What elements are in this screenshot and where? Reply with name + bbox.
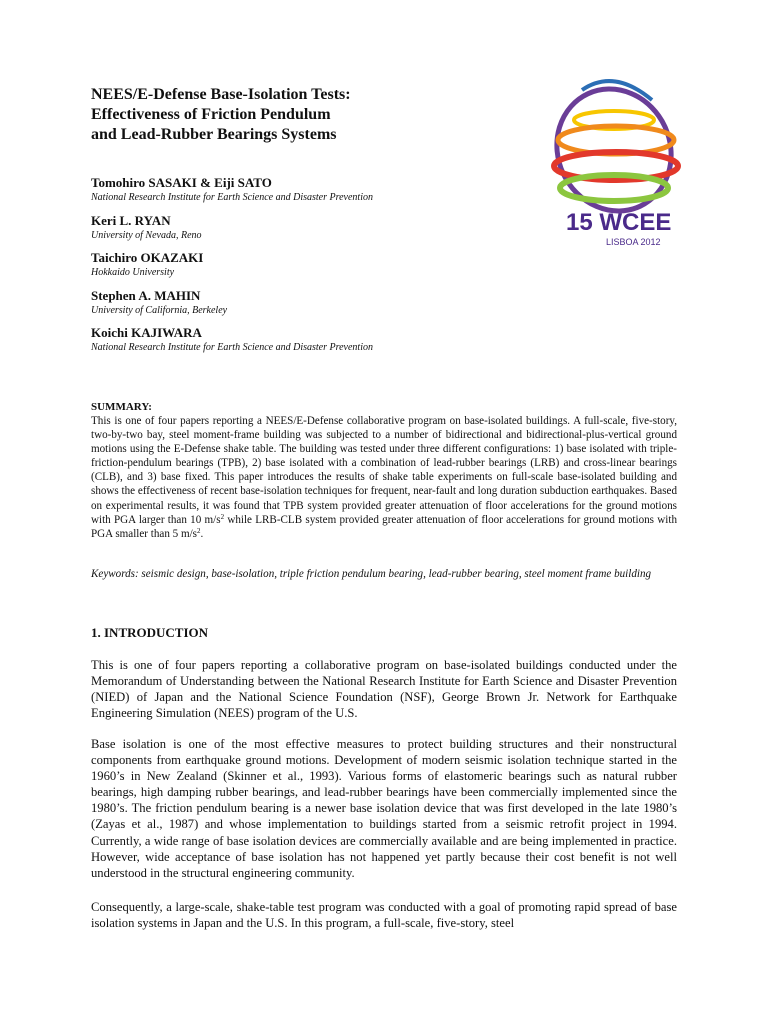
summary-text	[91, 414, 677, 541]
title-line-3: and Lead-Rubber Bearings Systems	[91, 126, 337, 143]
author-name: Taichiro OKAZAKI	[91, 250, 204, 266]
author-list	[91, 175, 511, 363]
superscript: 2	[220, 512, 225, 521]
summary-section	[91, 400, 677, 541]
logo-text: 15 WCEE	[566, 209, 672, 236]
author-name: Stephen A. MAHIN	[91, 287, 201, 303]
paper-title	[91, 85, 491, 145]
logo-subtext: LISBOA 2012	[606, 237, 661, 247]
author-affiliation: University of Nevada, Reno	[91, 229, 202, 241]
author-affiliation: National Research Institute for Earth Science and Disaster Prevention	[91, 192, 373, 203]
summary-text-end: .	[200, 527, 204, 540]
body-paragraph: This is one of four papers reporting a collaborative program on base-isolated buildings conducted under the Memorandum of Understanding between the National Research Institute for Earth Science and Disaster Prevention (NIED) of Japan and the National Science Foundation (NSF), George Brown Jr. Network for Earthquake Engineering Simulation (NEES) program of the U.S.	[91, 658, 677, 721]
author-name: Koichi KAJIWARA	[91, 325, 202, 341]
title-line-1: NEES/E-Defense Base-Isolation Tests:	[91, 86, 351, 103]
author-block	[91, 288, 511, 317]
author-block	[91, 250, 511, 279]
body-paragraph: Consequently, a large-scale, shake-table test program was conducted with a goal of promoting rapid spread of base isolation systems in Japan and the U.S. In this program, a full-scale, five-story, steel	[91, 900, 677, 931]
section-heading: 1. INTRODUCTION	[91, 625, 209, 640]
conference-logo	[542, 70, 692, 255]
author-block	[91, 175, 511, 204]
summary-text-part-1: This is one of four papers reporting a NEES/E-Defense collaborative program on base-isolated buildings. A full-scale, five-story, two-by-two bay, steel moment-frame building was subjected to a number of bidirectional and bidirectional-plus-vertical ground motions using the E-Defense shake table. The building was tested under three different configurations: 1) base isolated with triple-friction-pendulum bearings (TPB), 2) base isolated with a combination of lead-rubber bearings (LRB) and cross-linear bearings (CLB), and 3) base fixed. This paper introduces the results of shake table experiments on full-scale base-isolated building and shows the effectiveness of recent base-isolation techniques for frequent, near-fault and long duration subduction earthquakes. Based on experimental results, it was found that TPB system provided greater attenuation of floor accelerations for the ground motions with PGA larger than 10 m/s	[91, 415, 677, 526]
summary-text-part-2: while LRB-CLB system provided greater attenuation of floor accelerations for ground motions with PGA smaller than 5 m/s	[91, 513, 677, 540]
keywords: Keywords: seismic design, base-isolation, triple friction pendulum bearing, lead-rubber bearing, steel moment frame building	[91, 568, 652, 580]
summary-heading: SUMMARY:	[91, 401, 152, 413]
superscript: 2	[197, 526, 201, 535]
author-affiliation: Hokkaido University	[91, 267, 175, 279]
author-affiliation: National Research Institute for Earth Science and Disaster Prevention	[91, 342, 373, 354]
author-block	[91, 213, 511, 242]
author-affiliation: University of California, Berkeley	[91, 304, 228, 316]
author-block	[91, 325, 511, 354]
wcee-globe-icon	[542, 70, 692, 255]
body-paragraph: Base isolation is one of the most effective measures to protect building structures and their nonstructural components from earthquake ground motions. Development of modern seismic isolation technique started in the 1960’s in New Zealand (Skinner et al., 1993). Various forms of elastomeric bearings such as natural rubber bearings, high damping rubber bearings, and lead-rubber bearings have been commercially implemented since the 1980’s. The friction pendulum bearing is a newer base isolation device that was first developed in the late 1980’s (Zayas et al., 1987) and whose implementation to buildings started from a seismic retrofit project in 1994. Currently, a wide range of base isolation devices are commercially available and are being implemented in practice. However, wide acceptance of base isolation has not happened yet partly because their cost benefit is not well understood in the structural engineering community.	[91, 737, 677, 880]
title-line-2: Effectiveness of Friction Pendulum	[91, 106, 331, 123]
author-name: Keri L. RYAN	[91, 212, 171, 228]
author-name: Tomohiro SASAKI & Eiji SATO	[91, 175, 272, 190]
